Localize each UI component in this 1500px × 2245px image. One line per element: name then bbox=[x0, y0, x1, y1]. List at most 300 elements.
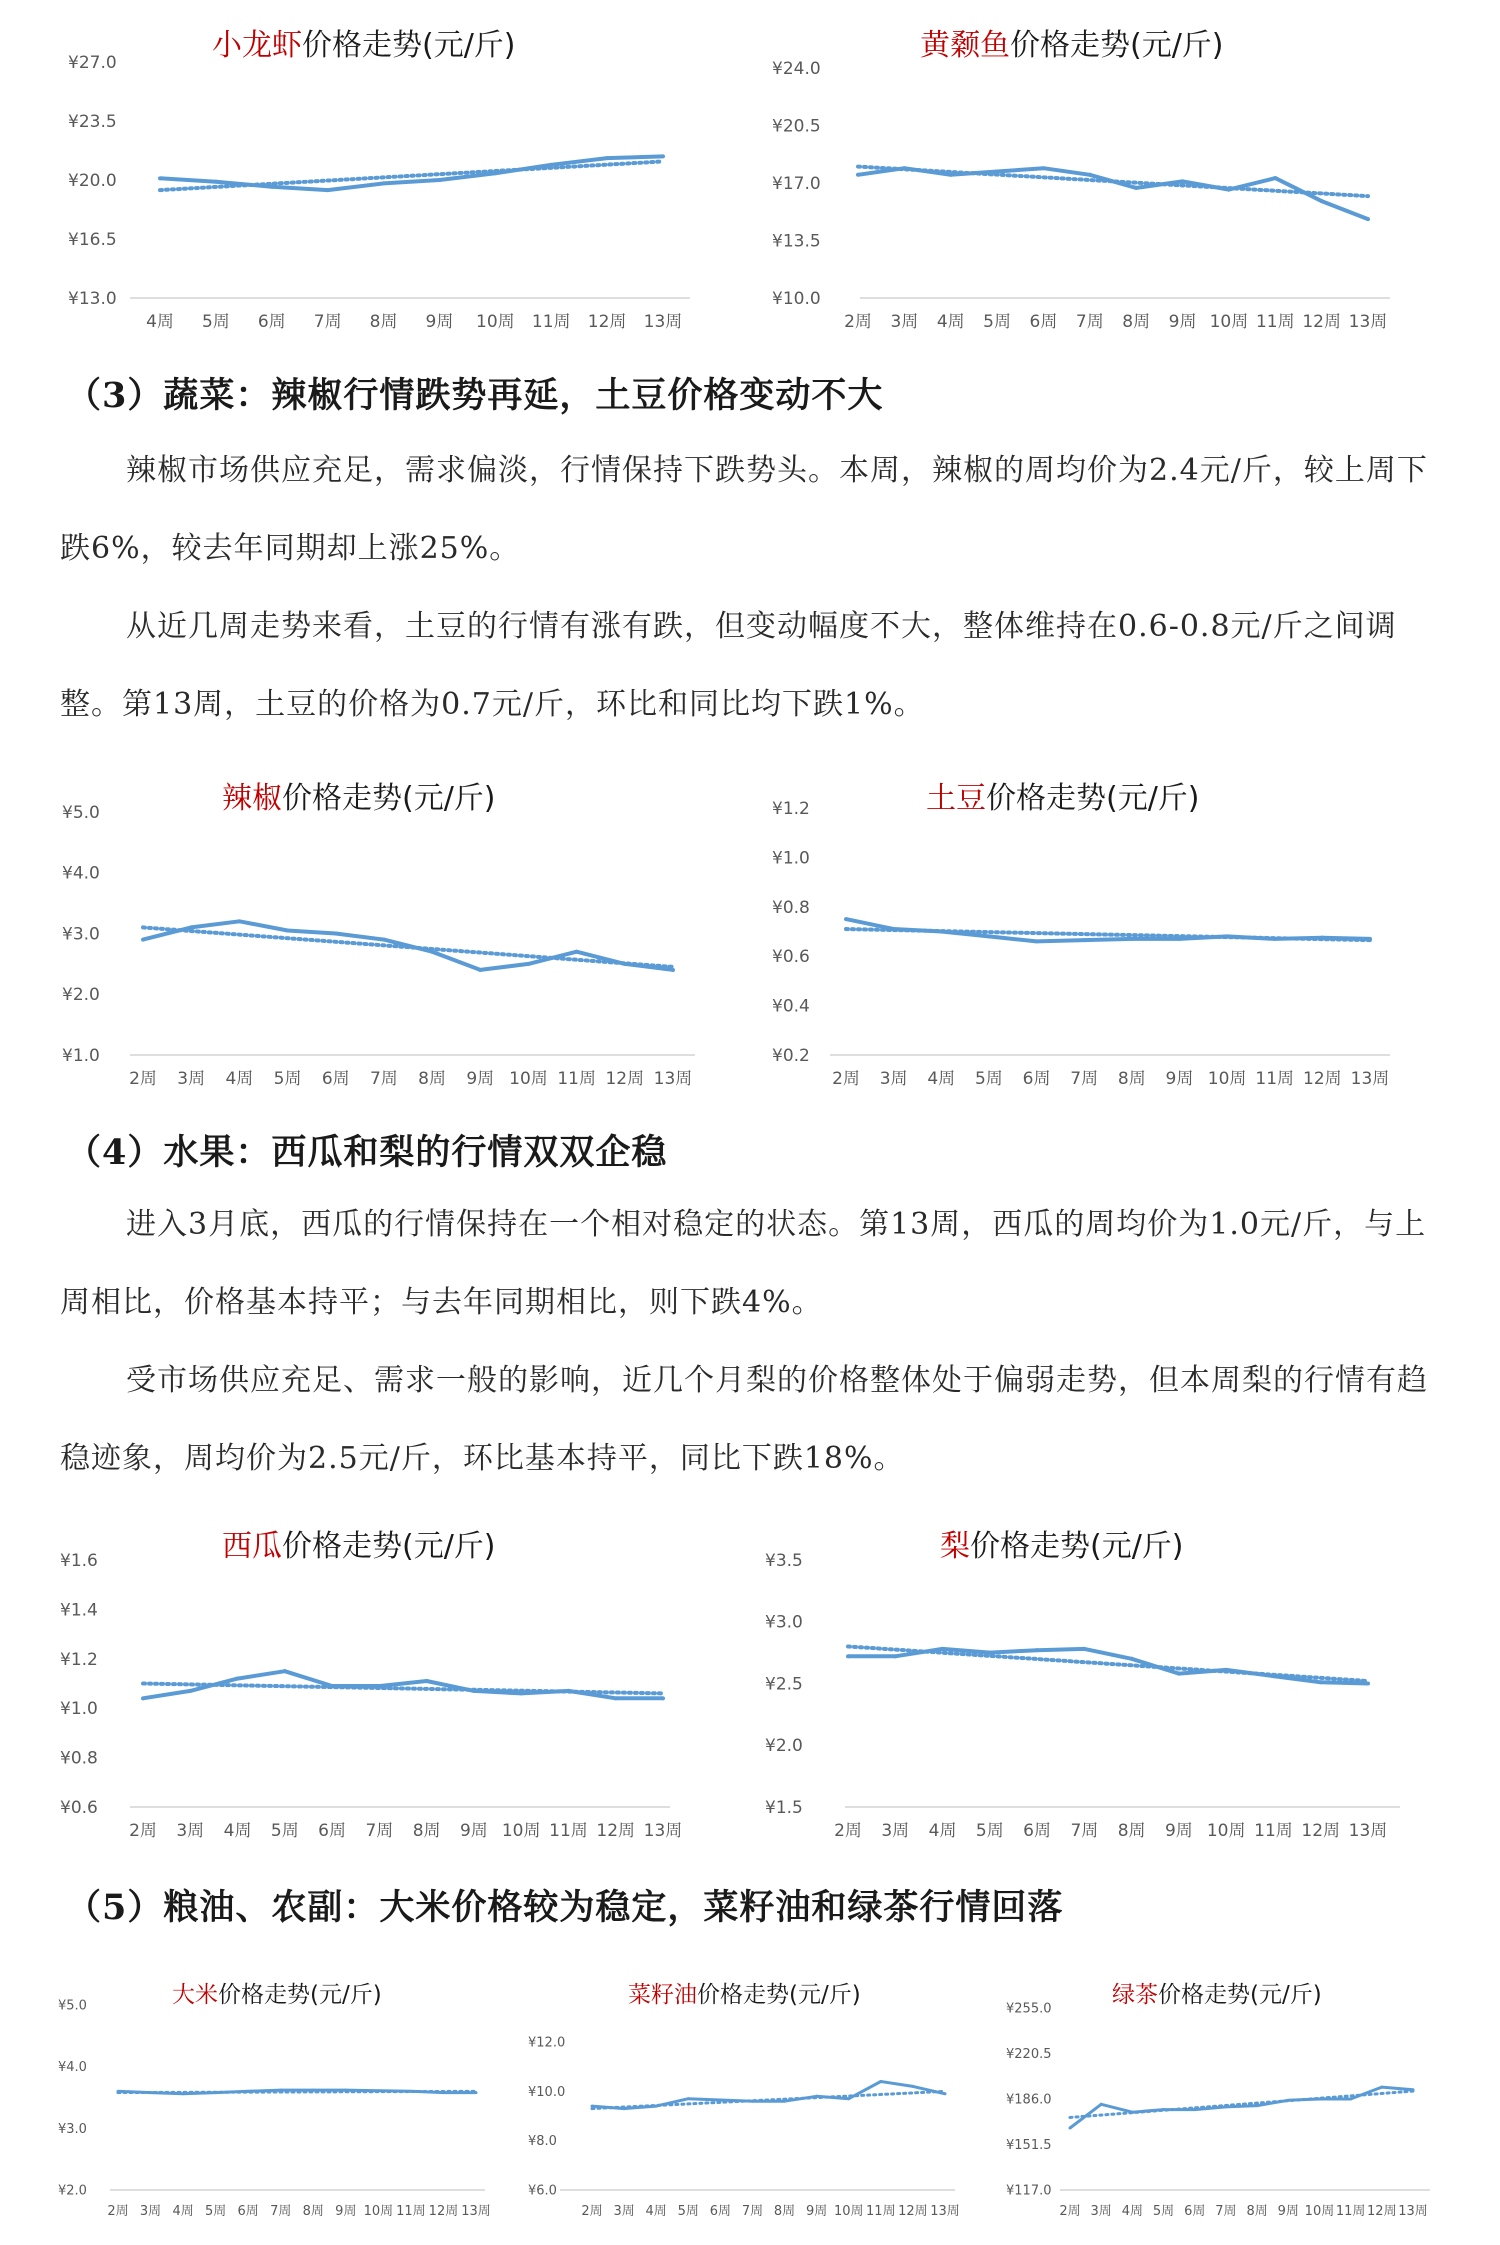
y-tick-label: ¥1.0 bbox=[60, 1699, 98, 1720]
data-point bbox=[382, 938, 386, 942]
data-point bbox=[1082, 938, 1086, 942]
x-tick-label: 10周 bbox=[509, 1069, 548, 1089]
x-tick-label: 5周 bbox=[201, 312, 230, 332]
x-tick-label: 10周 bbox=[476, 312, 515, 332]
data-point bbox=[377, 2089, 380, 2092]
pepper-price-chart bbox=[0, 760, 740, 1110]
x-tick-label: 2周 bbox=[107, 2204, 129, 2219]
data-point bbox=[987, 934, 991, 938]
x-tick-label: 8周 bbox=[302, 2204, 324, 2219]
data-point bbox=[1366, 217, 1370, 221]
y-tick-label: ¥0.6 bbox=[60, 1797, 98, 1818]
data-point bbox=[1366, 1682, 1370, 1686]
data-point bbox=[117, 2090, 120, 2093]
chart-title-highlight: 辣椒 bbox=[222, 781, 282, 816]
x-tick-label: 12周 bbox=[587, 312, 627, 332]
y-tick-label: ¥0.8 bbox=[772, 897, 810, 918]
data-point bbox=[214, 180, 218, 184]
data-point bbox=[237, 919, 241, 923]
x-tick-label: 8周 bbox=[412, 1821, 441, 1841]
data-point bbox=[1380, 2086, 1383, 2089]
x-tick-label: 7周 bbox=[270, 2204, 292, 2219]
y-tick-label: ¥0.6 bbox=[772, 947, 810, 968]
chart-title bbox=[920, 28, 1224, 63]
chart-title-highlight: 绿茶 bbox=[1112, 1982, 1158, 2008]
y-tick-label: ¥0.4 bbox=[772, 996, 810, 1017]
x-tick-label: 4周 bbox=[172, 2204, 194, 2219]
data-point bbox=[188, 1689, 192, 1693]
data-point bbox=[382, 181, 386, 185]
x-tick-label: 11周 bbox=[1254, 1821, 1293, 1841]
x-tick-label: 7周 bbox=[365, 1821, 394, 1841]
data-point bbox=[1319, 1680, 1323, 1684]
data-point bbox=[1130, 937, 1134, 941]
data-point bbox=[189, 925, 193, 929]
x-tick-label: 12周 bbox=[898, 2204, 928, 2219]
x-tick-label: 7周 bbox=[369, 1069, 398, 1089]
x-tick-label: 11周 bbox=[866, 2204, 896, 2219]
y-tick-label: ¥10.0 bbox=[528, 2084, 566, 2100]
x-tick-label: 4周 bbox=[223, 1821, 252, 1841]
x-tick-label: 5周 bbox=[270, 1821, 299, 1841]
x-tick-label: 11周 bbox=[531, 312, 571, 332]
data-point bbox=[478, 968, 482, 972]
data-point bbox=[1224, 1668, 1228, 1672]
y-tick-label: ¥4.0 bbox=[62, 863, 100, 884]
data-point bbox=[1082, 1647, 1086, 1651]
data-point bbox=[911, 2085, 914, 2088]
chart-title-rest: 价格走势(元/斤) bbox=[1158, 1982, 1322, 2008]
data-point bbox=[141, 1696, 145, 1700]
x-tick-label: 9周 bbox=[1168, 312, 1197, 332]
x-tick-label: 11周 bbox=[396, 2204, 426, 2219]
watermelon-price-chart bbox=[0, 1512, 740, 1862]
data-point bbox=[475, 2091, 478, 2094]
section-heading-grain-oil: （5）粮油、农副：大米价格较为稳定，菜籽油和绿茶行情回落 bbox=[66, 1887, 1064, 1928]
series-line bbox=[848, 1649, 1368, 1684]
data-point bbox=[149, 2091, 152, 2094]
x-tick-label: 8周 bbox=[418, 1069, 447, 1089]
x-tick-label: 2周 bbox=[129, 1821, 157, 1841]
data-point bbox=[1320, 936, 1324, 940]
section-heading-vegetables: （3）蔬菜：辣椒行情跌势再延，土豆价格变动不大 bbox=[66, 375, 884, 416]
y-tick-label: ¥1.2 bbox=[60, 1649, 98, 1670]
x-tick-label: 5周 bbox=[975, 1821, 1004, 1841]
x-tick-label: 9周 bbox=[335, 2204, 357, 2219]
data-point bbox=[1134, 186, 1138, 190]
x-tick-label: 6周 bbox=[1022, 1069, 1051, 1089]
y-tick-label: ¥2.0 bbox=[62, 985, 100, 1006]
y-tick-label: ¥1.2 bbox=[772, 798, 810, 819]
chart-title-highlight: 西瓜 bbox=[222, 1529, 282, 1564]
y-tick-label: ¥2.5 bbox=[765, 1674, 803, 1695]
data-point bbox=[815, 2095, 818, 2098]
chart-title bbox=[222, 781, 496, 816]
x-tick-label: 10周 bbox=[1207, 1069, 1247, 1089]
x-tick-label: 12周 bbox=[605, 1069, 645, 1089]
x-tick-label: 4周 bbox=[936, 312, 965, 332]
data-point bbox=[279, 2089, 282, 2092]
y-tick-label: ¥20.5 bbox=[772, 116, 821, 137]
y-tick-label: ¥117.0 bbox=[1006, 2183, 1052, 2199]
section-heading-fruits: （4）水果：西瓜和梨的行情双双企稳 bbox=[66, 1132, 668, 1173]
y-tick-label: ¥3.0 bbox=[58, 2121, 87, 2137]
x-tick-label: 2周 bbox=[581, 2204, 603, 2219]
x-tick-label: 4周 bbox=[927, 1069, 956, 1089]
data-point bbox=[1041, 166, 1045, 170]
paragraph-potato: 从近几周走势来看，土豆的行情有涨有跌，但变动幅度不大，整体维持在0.6-0.8元/斤之间调整。第13周，土豆的价格为0.7元/斤，环比和同比均下跌1%。 bbox=[60, 609, 1397, 722]
chart-title-rest: 价格走势(元/斤) bbox=[970, 1529, 1184, 1564]
y-tick-label: ¥20.0 bbox=[68, 170, 117, 191]
paragraph-pear: 受市场供应充足、需求一般的影响，近几个月梨的价格整体处于偏弱走势，但本周梨的行情有趋稳迹象，周均价为2.5元/斤，环比基本持平，同比下跌18%。 bbox=[60, 1363, 1428, 1476]
x-tick-label: 6周 bbox=[321, 1069, 350, 1089]
data-point bbox=[939, 930, 943, 934]
x-tick-label: 9周 bbox=[459, 1821, 488, 1841]
chart-title-highlight: 土豆 bbox=[926, 781, 986, 816]
x-tick-label: 4周 bbox=[928, 1821, 957, 1841]
x-tick-label: 10周 bbox=[501, 1821, 541, 1841]
data-point bbox=[1035, 1648, 1039, 1652]
x-tick-label: 10周 bbox=[1304, 2204, 1335, 2219]
x-tick-label: 5周 bbox=[1152, 2204, 1175, 2219]
chart-title bbox=[172, 1982, 382, 2008]
x-tick-label: 6周 bbox=[318, 1821, 347, 1841]
y-tick-label: ¥3.5 bbox=[765, 1550, 803, 1571]
x-tick-label: 3周 bbox=[176, 1821, 205, 1841]
y-tick-label: ¥1.5 bbox=[765, 1797, 803, 1818]
y-tick-label: ¥17.0 bbox=[772, 173, 821, 194]
chart-title bbox=[628, 1982, 861, 2008]
chart-title-rest: 价格走势(元/斤) bbox=[1010, 28, 1224, 63]
y-tick-label: ¥13.0 bbox=[68, 288, 117, 309]
y-tick-label: ¥0.2 bbox=[772, 1045, 810, 1066]
y-tick-label: ¥1.6 bbox=[60, 1550, 98, 1571]
x-tick-label: 3周 bbox=[139, 2204, 162, 2219]
chart-title-rest: 价格走势(元/斤) bbox=[302, 28, 516, 63]
chart-title-highlight: 大米 bbox=[172, 1982, 218, 2008]
data-point bbox=[214, 2091, 217, 2094]
y-tick-label: ¥13.5 bbox=[772, 231, 821, 252]
data-point bbox=[1224, 2105, 1227, 2108]
chart-title bbox=[1112, 1982, 1322, 2008]
x-tick-label: 4周 bbox=[146, 312, 174, 332]
x-tick-label: 5周 bbox=[974, 1069, 1003, 1089]
y-tick-label: ¥2.0 bbox=[765, 1736, 803, 1757]
chart-title-highlight: 梨 bbox=[940, 1529, 970, 1564]
x-tick-label: 9周 bbox=[425, 312, 454, 332]
data-point bbox=[844, 917, 848, 921]
x-tick-label: 13周 bbox=[930, 2204, 960, 2219]
data-point bbox=[1271, 1674, 1275, 1678]
x-tick-label: 9周 bbox=[805, 2204, 828, 2219]
data-point bbox=[442, 2091, 445, 2094]
x-tick-label: 12周 bbox=[428, 2204, 459, 2219]
crayfish-price-chart bbox=[0, 0, 740, 350]
x-tick-label: 3周 bbox=[613, 2204, 635, 2219]
x-tick-label: 13周 bbox=[1398, 2204, 1428, 2219]
x-tick-label: 4周 bbox=[225, 1069, 254, 1089]
x-tick-label: 5周 bbox=[677, 2204, 699, 2219]
y-tick-label: ¥12.0 bbox=[528, 2035, 566, 2051]
data-point bbox=[158, 176, 162, 180]
chart-title-rest: 价格走势(元/斤) bbox=[282, 781, 496, 816]
x-tick-label: 7周 bbox=[1075, 312, 1104, 332]
chart-title-highlight: 黄颡鱼 bbox=[920, 28, 1010, 63]
data-point bbox=[286, 928, 290, 932]
chart-title-rest: 价格走势(元/斤) bbox=[282, 1529, 496, 1564]
data-point bbox=[623, 2107, 626, 2110]
data-point bbox=[1349, 2098, 1352, 2101]
data-point bbox=[472, 1689, 476, 1693]
data-point bbox=[1035, 939, 1039, 943]
x-tick-label: 2周 bbox=[129, 1069, 157, 1089]
data-point bbox=[330, 1684, 334, 1688]
x-tick-label: 3周 bbox=[1090, 2204, 1112, 2219]
data-point bbox=[847, 2097, 850, 2100]
x-tick-label: 6周 bbox=[1023, 1821, 1052, 1841]
data-point bbox=[944, 2092, 947, 2095]
data-point bbox=[687, 2097, 690, 2100]
x-tick-label: 10周 bbox=[1206, 1821, 1246, 1841]
x-tick-label: 9周 bbox=[466, 1069, 495, 1089]
data-point bbox=[1069, 2127, 1072, 2130]
x-tick-label: 13周 bbox=[461, 2204, 491, 2219]
x-tick-label: 2周 bbox=[832, 1069, 860, 1089]
data-point bbox=[437, 178, 441, 182]
chart-title-rest: 价格走势(元/斤) bbox=[697, 1982, 861, 2008]
data-point bbox=[247, 2090, 250, 2093]
pear-price-chart bbox=[740, 1512, 1500, 1862]
x-tick-label: 11周 bbox=[1255, 312, 1295, 332]
data-point bbox=[141, 938, 145, 942]
x-tick-label: 2周 bbox=[844, 312, 872, 332]
data-point bbox=[1256, 2104, 1259, 2107]
data-point bbox=[1318, 2098, 1321, 2101]
y-tick-label: ¥5.0 bbox=[58, 1998, 87, 2014]
data-point bbox=[949, 173, 953, 177]
x-tick-label: 9周 bbox=[1165, 1069, 1194, 1089]
data-point bbox=[1225, 934, 1229, 938]
data-point bbox=[1177, 1672, 1181, 1676]
y-tick-label: ¥220.5 bbox=[1006, 2047, 1052, 2063]
x-tick-label: 9周 bbox=[1164, 1821, 1193, 1841]
x-tick-label: 6周 bbox=[257, 312, 286, 332]
rice-price-chart bbox=[0, 1960, 500, 2245]
data-point bbox=[988, 1651, 992, 1655]
data-point bbox=[519, 1691, 523, 1695]
data-point bbox=[425, 1679, 429, 1683]
data-point bbox=[661, 154, 665, 158]
paragraph-pepper: 辣椒市场供应充足，需求偏淡，行情保持下跌势头。本周，辣椒的周均价为2.4元/斤，较上周下跌6%，较去年同期却上涨25%。 bbox=[60, 453, 1428, 566]
x-tick-label: 7周 bbox=[1215, 2204, 1237, 2219]
data-point bbox=[623, 962, 627, 966]
data-point bbox=[326, 188, 330, 192]
y-tick-label: ¥2.0 bbox=[58, 2183, 87, 2199]
y-tick-label: ¥0.8 bbox=[60, 1748, 98, 1769]
catfish-price-chart bbox=[740, 0, 1500, 350]
x-tick-label: 6周 bbox=[1029, 312, 1058, 332]
x-tick-label: 5周 bbox=[204, 2204, 227, 2219]
data-point bbox=[377, 1684, 381, 1688]
series-line bbox=[1070, 2087, 1413, 2128]
data-point bbox=[892, 927, 896, 931]
x-tick-label: 11周 bbox=[1335, 2204, 1366, 2219]
data-point bbox=[409, 2090, 412, 2093]
x-tick-label: 12周 bbox=[1302, 312, 1341, 332]
data-point bbox=[182, 2092, 185, 2095]
data-point bbox=[549, 163, 553, 167]
trendline bbox=[160, 161, 663, 190]
x-tick-label: 12周 bbox=[1303, 1069, 1342, 1089]
data-point bbox=[1412, 2088, 1415, 2091]
y-tick-label: ¥16.5 bbox=[68, 229, 117, 250]
x-tick-label: 7周 bbox=[1070, 1069, 1099, 1089]
data-point bbox=[1368, 937, 1372, 941]
x-tick-label: 5周 bbox=[983, 312, 1012, 332]
x-tick-label: 8周 bbox=[1117, 1821, 1146, 1841]
data-point bbox=[1100, 2103, 1103, 2106]
x-tick-label: 13周 bbox=[1350, 1069, 1390, 1089]
x-tick-label: 6周 bbox=[1184, 2204, 1206, 2219]
x-tick-label: 9周 bbox=[1277, 2204, 1299, 2219]
x-tick-label: 6周 bbox=[709, 2204, 732, 2219]
x-tick-label: 2周 bbox=[834, 1821, 862, 1841]
x-tick-label: 8周 bbox=[369, 312, 398, 332]
data-point bbox=[902, 166, 906, 170]
x-tick-label: 6周 bbox=[237, 2204, 259, 2219]
chart-title-highlight: 菜籽油 bbox=[628, 1982, 697, 2008]
chart-title bbox=[926, 781, 1200, 816]
y-tick-label: ¥1.4 bbox=[60, 1600, 98, 1621]
x-tick-label: 3周 bbox=[879, 1069, 908, 1089]
data-point bbox=[893, 1654, 897, 1658]
x-tick-label: 3周 bbox=[177, 1069, 206, 1089]
x-tick-label: 7周 bbox=[313, 312, 342, 332]
y-tick-label: ¥255.0 bbox=[1006, 2001, 1052, 2017]
paragraph-watermelon: 进入3月底，西瓜的行情保持在一个相对稳定的状态。第13周，西瓜的周均价为1.0元/斤，与上周相比，价格基本持平；与去年同期相比，则下跌4%。 bbox=[60, 1207, 1427, 1320]
y-tick-label: ¥151.5 bbox=[1006, 2138, 1052, 2154]
data-point bbox=[751, 2100, 754, 2103]
y-tick-label: ¥23.5 bbox=[68, 111, 117, 132]
x-tick-label: 10周 bbox=[363, 2204, 394, 2219]
data-point bbox=[856, 173, 860, 177]
x-tick-label: 11周 bbox=[549, 1821, 588, 1841]
data-point bbox=[941, 1647, 945, 1651]
data-point bbox=[591, 2105, 594, 2108]
data-point bbox=[344, 2089, 347, 2092]
data-point bbox=[430, 950, 434, 954]
x-tick-label: 11周 bbox=[1255, 1069, 1295, 1089]
x-tick-label: 4周 bbox=[645, 2204, 667, 2219]
chart-title-rest: 价格走势(元/斤) bbox=[986, 781, 1200, 816]
y-tick-label: ¥186.0 bbox=[1006, 2092, 1052, 2108]
x-tick-label: 3周 bbox=[881, 1821, 910, 1841]
x-tick-label: 3周 bbox=[890, 312, 919, 332]
data-point bbox=[655, 2105, 658, 2108]
x-tick-label: 8周 bbox=[1117, 1069, 1146, 1089]
potato-price-chart bbox=[740, 760, 1500, 1110]
data-point bbox=[1193, 2108, 1196, 2111]
x-tick-label: 13周 bbox=[643, 312, 683, 332]
data-point bbox=[270, 185, 274, 189]
chart-title-highlight: 小龙虾 bbox=[212, 28, 302, 63]
chart-title bbox=[212, 28, 516, 63]
green-tea-price-chart bbox=[1000, 1960, 1500, 2245]
y-tick-label: ¥10.0 bbox=[772, 288, 821, 309]
data-point bbox=[1088, 173, 1092, 177]
data-point bbox=[526, 962, 530, 966]
x-tick-label: 12周 bbox=[596, 1821, 636, 1841]
x-tick-label: 8周 bbox=[1246, 2204, 1268, 2219]
x-tick-label: 10周 bbox=[833, 2204, 864, 2219]
data-point bbox=[236, 1677, 240, 1681]
data-point bbox=[1181, 179, 1185, 183]
chart-title bbox=[222, 1529, 496, 1564]
y-tick-label: ¥3.0 bbox=[765, 1612, 803, 1633]
data-point bbox=[995, 170, 999, 174]
x-tick-label: 7周 bbox=[1070, 1821, 1099, 1841]
rapeseed-oil-price-chart bbox=[500, 1960, 1000, 2245]
x-tick-label: 8周 bbox=[773, 2204, 796, 2219]
x-tick-label: 13周 bbox=[1348, 1821, 1388, 1841]
y-tick-label: ¥8.0 bbox=[528, 2134, 557, 2150]
x-tick-label: 12周 bbox=[1367, 2204, 1397, 2219]
data-point bbox=[1162, 2108, 1165, 2111]
y-tick-label: ¥27.0 bbox=[68, 52, 117, 73]
data-point bbox=[879, 2080, 882, 2083]
x-tick-label: 4周 bbox=[1121, 2204, 1144, 2219]
data-point bbox=[575, 950, 579, 954]
data-point bbox=[1130, 1657, 1134, 1661]
data-point bbox=[566, 1689, 570, 1693]
x-tick-label: 10周 bbox=[1209, 312, 1249, 332]
x-tick-label: 12周 bbox=[1301, 1821, 1341, 1841]
y-tick-label: ¥1.0 bbox=[62, 1045, 100, 1066]
data-point bbox=[1320, 199, 1324, 203]
y-tick-label: ¥3.0 bbox=[62, 924, 100, 945]
y-tick-label: ¥6.0 bbox=[528, 2183, 557, 2199]
x-tick-label: 13周 bbox=[1348, 312, 1388, 332]
x-tick-label: 7周 bbox=[741, 2204, 764, 2219]
x-tick-label: 11周 bbox=[557, 1069, 596, 1089]
y-tick-label: ¥24.0 bbox=[772, 58, 821, 79]
chart-title-rest: 价格走势(元/斤) bbox=[218, 1982, 382, 2008]
data-point bbox=[783, 2100, 786, 2103]
data-point bbox=[614, 1696, 618, 1700]
data-point bbox=[671, 968, 675, 972]
y-tick-label: ¥5.0 bbox=[62, 802, 100, 823]
data-point bbox=[1273, 937, 1277, 941]
data-point bbox=[719, 2098, 722, 2101]
series-line bbox=[143, 1671, 663, 1698]
series-line bbox=[160, 156, 663, 190]
x-tick-label: 2周 bbox=[1059, 2204, 1081, 2219]
y-tick-label: ¥4.0 bbox=[58, 2060, 87, 2076]
chart-title bbox=[940, 1529, 1184, 1564]
x-tick-label: 8周 bbox=[1122, 312, 1151, 332]
data-point bbox=[1273, 176, 1277, 180]
data-point bbox=[846, 1654, 850, 1658]
data-point bbox=[1177, 937, 1181, 941]
data-point bbox=[283, 1669, 287, 1673]
data-point bbox=[1227, 188, 1231, 192]
data-point bbox=[1131, 2111, 1134, 2114]
data-point bbox=[605, 156, 609, 160]
data-point bbox=[493, 171, 497, 175]
series-line bbox=[846, 919, 1370, 941]
x-tick-label: 13周 bbox=[643, 1821, 683, 1841]
data-point bbox=[1287, 2099, 1290, 2102]
